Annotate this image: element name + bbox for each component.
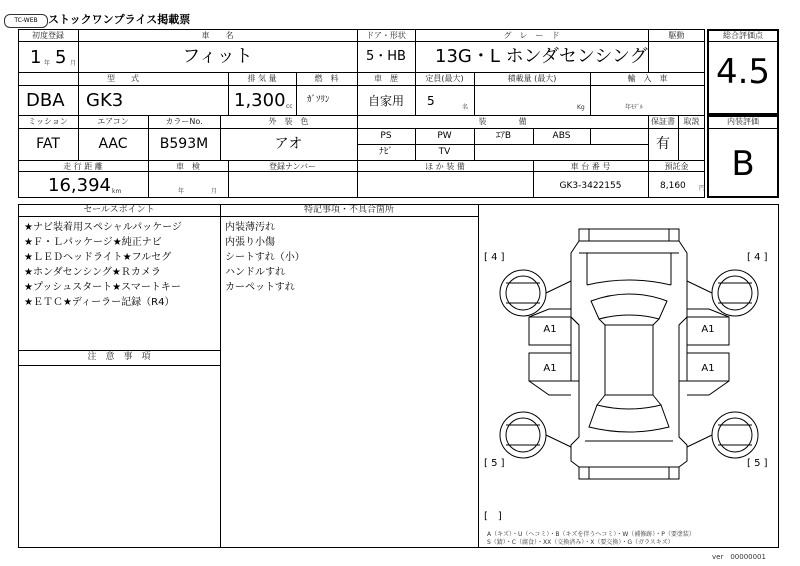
manual-header: 取説 [683,117,700,126]
list-item: 内張り小傷 [225,237,275,248]
equip-airbag: ｴｱB [495,131,512,141]
warranty: 有 [656,136,670,152]
first-reg-header: 初度登録 [32,31,64,40]
equip-abs: ABS [552,131,571,141]
caution-header: 注 意 事 項 [87,352,151,362]
price: 8,160 [660,181,686,191]
grade: 13G・L ホンダセンシング [435,46,648,67]
door-type-header: ドア・形状 [366,31,406,40]
exterior-header: 外 装 色 [268,117,309,126]
fuel: ｶﾞｿﾘﾝ [307,95,330,105]
exterior-color: アオ [274,136,303,152]
list-item: カーペットすれ [225,282,295,293]
history-header: 車 歴 [374,74,398,83]
first-reg-year: 1 [30,47,42,68]
displacement-unit: cc [286,103,293,110]
interior-score: B [731,144,755,184]
list-item: ★ナビ装着用スペシャルパッケージ [24,222,182,233]
warranty-header: 保証書 [651,117,675,126]
legend-line-1: A（キズ）・U（ヘコミ）・B（キズを伴うヘコミ）・W（補修跡）・P（要塗装） [487,531,695,538]
list-item: ★プッシュスタート★スマートキー [24,282,181,293]
price-header: 預託金 [664,162,689,171]
capacity-unit: 名 [462,104,469,111]
plate-header: 登録ナンバー [268,162,317,171]
wheel-front-left [500,270,546,316]
drive-header: 駆動 [668,31,685,40]
list-item: 内装薄汚れ [225,222,275,233]
special-notes-header: 特記事項・不具合箇所 [303,205,394,215]
car-name-header: 車 名 [201,31,234,40]
page-title: ストックワンプライス掲載票 [48,13,191,26]
interior-score-label: 内装評価 [727,117,759,126]
overall-score-label: 総合評価点 [723,31,763,40]
aircon: AAC [98,136,128,152]
first-reg-month: 5 [55,47,67,68]
max-load-header: 積載量 (最大) [507,74,557,83]
month-unit: 月 [70,60,77,67]
grade-header: グ レ ー ド [503,31,560,40]
model-header: 型 式 [107,74,139,83]
damage-mark-left-rear: A1 [543,363,557,374]
displacement-header: 排 気 量 [247,74,277,83]
wheel-rear-right [712,412,758,458]
special-notes-list [225,220,305,295]
other-equip-header: ほ か 装 備 [425,162,465,171]
import-header: 輸 入 車 [627,74,668,83]
wheel-front-right [712,270,758,316]
legend-line-2: S（錆）・C（腐食）・XX（交換済み）・X（要交換）・G（ガラスキズ） [487,539,674,546]
list-item: ★ホンダセンシング★Ｒカメラ [24,267,161,278]
label-front-left: [ 4 ] [484,252,505,263]
damage-mark-right-rear: A1 [701,363,715,374]
mission-header: ミッション [28,117,68,126]
history: 自家用 [367,94,404,108]
equip-ps: PS [380,131,392,141]
capacity: 5 [427,94,435,108]
equip-tv: TV [438,147,451,157]
import-note: 年ﾓﾃﾞﾙ [625,104,644,111]
chassis-number: GK3-3422155 [559,181,622,191]
mission: FAT [36,136,60,152]
color-no: B593M [159,136,209,152]
wheel-rear-left [500,412,546,458]
color-no-header: カラーNo. [165,117,203,126]
max-load-unit: Kg [577,104,585,111]
overall-score: 4.5 [715,52,771,92]
label-rear-left: [ 5 ] [484,458,505,469]
equip-pw: PW [437,131,452,141]
inspection-month-unit: 月 [211,188,218,195]
sales-points-header: セールスポイント [83,205,155,215]
list-item: シートすれ（小） [225,252,305,263]
label-spare: [ ] [484,511,502,522]
car-name: フィット [182,46,253,67]
list-item: ★ＥＴＣ★ディーラー記録（R4） [24,297,175,308]
list-item: ★ＬＥＤヘッドライト★フルセグ [24,252,172,263]
list-item: ★Ｆ・Ｌパッケージ★純正ナビ [24,237,162,248]
sales-points-list [24,220,182,310]
mileage-header: 走 行 距 離 [63,162,103,171]
car-damage-diagram [479,205,778,547]
logo: TC-WEB [4,14,48,28]
inspection-header: 車 検 [176,162,200,171]
price-unit: 円 [699,185,706,192]
damage-mark-right-front: A1 [701,324,715,335]
fuel-header: 燃 料 [314,74,339,83]
capacity-header: 定員(最大) [425,74,464,83]
damage-mark-left-front: A1 [543,324,557,335]
label-rear-right: [ 5 ] [747,458,768,469]
displacement: 1,300 [234,90,286,111]
door-type: 5・HB [366,49,406,64]
model-prefix: DBA [26,90,65,111]
inspection-year-unit: 年 [178,188,185,195]
aircon-header: エアコン [97,117,129,126]
mileage-unit: km [112,188,122,195]
version-text: ver 00000001 [712,553,766,561]
list-item: ハンドルすれ [225,267,285,278]
model: GK3 [86,90,124,111]
year-unit: 年 [44,60,51,67]
label-front-right: [ 4 ] [747,252,768,263]
equipment-header: 装 備 [478,117,527,126]
equip-navi: ﾅﾋﾞ [379,147,393,157]
mileage: 16,394 [48,175,111,196]
chassis-header: 車 台 番 号 [570,162,611,171]
